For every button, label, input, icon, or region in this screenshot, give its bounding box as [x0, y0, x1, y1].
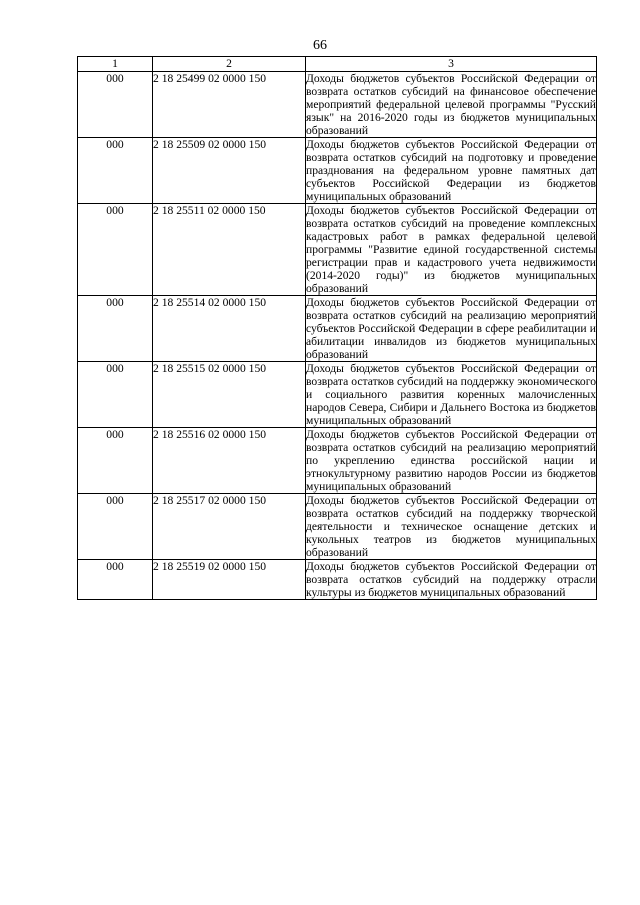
page-number: 66: [313, 38, 327, 53]
description-cell: Доходы бюджетов субъектов Российской Федерации от возврата остатков субсидий на подготовку и проведение празднования на федеральном уровне памятных дат субъектов Российской Федерации из бюджетов муниципальных образований: [306, 138, 596, 203]
admin-code-cell: 000: [78, 204, 153, 296]
table-row: [78, 494, 597, 560]
table-header-row: [78, 57, 597, 72]
admin-code-cell: 000: [78, 428, 153, 494]
description-cell: Доходы бюджетов субъектов Российской Федерации от возврата остатков субсидий на финансовое обеспечение мероприятий федеральной целевой программы "Русский язык" на 2016-2020 годы из бюджетов муниципальных образований: [306, 72, 596, 137]
income-code-cell: 2 18 25519 02 0000 150: [153, 560, 306, 600]
income-code-cell: 2 18 25499 02 0000 150: [153, 72, 306, 138]
table-row: [78, 204, 597, 296]
column-header-3: 3: [306, 57, 597, 72]
table-row: [78, 428, 597, 494]
income-code-cell: 2 18 25516 02 0000 150: [153, 428, 306, 494]
description-cell: Доходы бюджетов субъектов Российской Федерации от возврата остатков субсидий на реализацию мероприятий субъектов Российской Федерации в сфере реабилитации и абилитации инвалидов из бюджетов муниципальных образований: [306, 296, 596, 361]
description-cell: Доходы бюджетов субъектов Российской Федерации от возврата остатков субсидий на поддержку отрасли культуры из бюджетов муниципальных образований: [306, 560, 596, 599]
column-header-1: 1: [78, 57, 153, 72]
admin-code-cell: 000: [78, 296, 153, 362]
admin-code-cell: 000: [78, 138, 153, 204]
income-code-cell: 2 18 25517 02 0000 150: [153, 494, 306, 560]
description-cell: Доходы бюджетов субъектов Российской Федерации от возврата остатков субсидий на реализацию мероприятий по укреплению единства российской нации и этнокультурному развитию народов России из бюджетов муниципальных образований: [306, 428, 596, 493]
income-code-cell: 2 18 25511 02 0000 150: [153, 204, 306, 296]
table-row: [78, 560, 597, 600]
admin-code-cell: 000: [78, 560, 153, 600]
admin-code-cell: 000: [78, 362, 153, 428]
income-code-cell: 2 18 25509 02 0000 150: [153, 138, 306, 204]
income-code-cell: 2 18 25514 02 0000 150: [153, 296, 306, 362]
description-cell: Доходы бюджетов субъектов Российской Федерации от возврата остатков субсидий на поддержку экономического и социального развития коренных малочисленных народов Севера, Сибири и Дальнего Востока из бюджетов муниципальных образований: [306, 362, 596, 427]
admin-code-cell: 000: [78, 72, 153, 138]
description-cell: Доходы бюджетов субъектов Российской Федерации от возврата остатков субсидий на проведение комплексных кадастровых работ в рамках федеральной целевой программы "Развитие единой государственной системы регистрации прав и кадастрового учета недвижимости (2014-2020 годы)" из бюджетов муниципальных образований: [306, 204, 596, 295]
table-row: [78, 72, 597, 138]
table-row: [78, 138, 597, 204]
description-cell: Доходы бюджетов субъектов Российской Федерации от возврата остатков субсидий на поддержку творческой деятельности и техническое оснащение детских и кукольных театров из бюджетов муниципальных образований: [306, 494, 596, 559]
budget-income-table: [77, 56, 597, 600]
admin-code-cell: 000: [78, 494, 153, 560]
table-row: [78, 296, 597, 362]
income-code-cell: 2 18 25515 02 0000 150: [153, 362, 306, 428]
column-header-2: 2: [153, 57, 306, 72]
table-row: [78, 362, 597, 428]
